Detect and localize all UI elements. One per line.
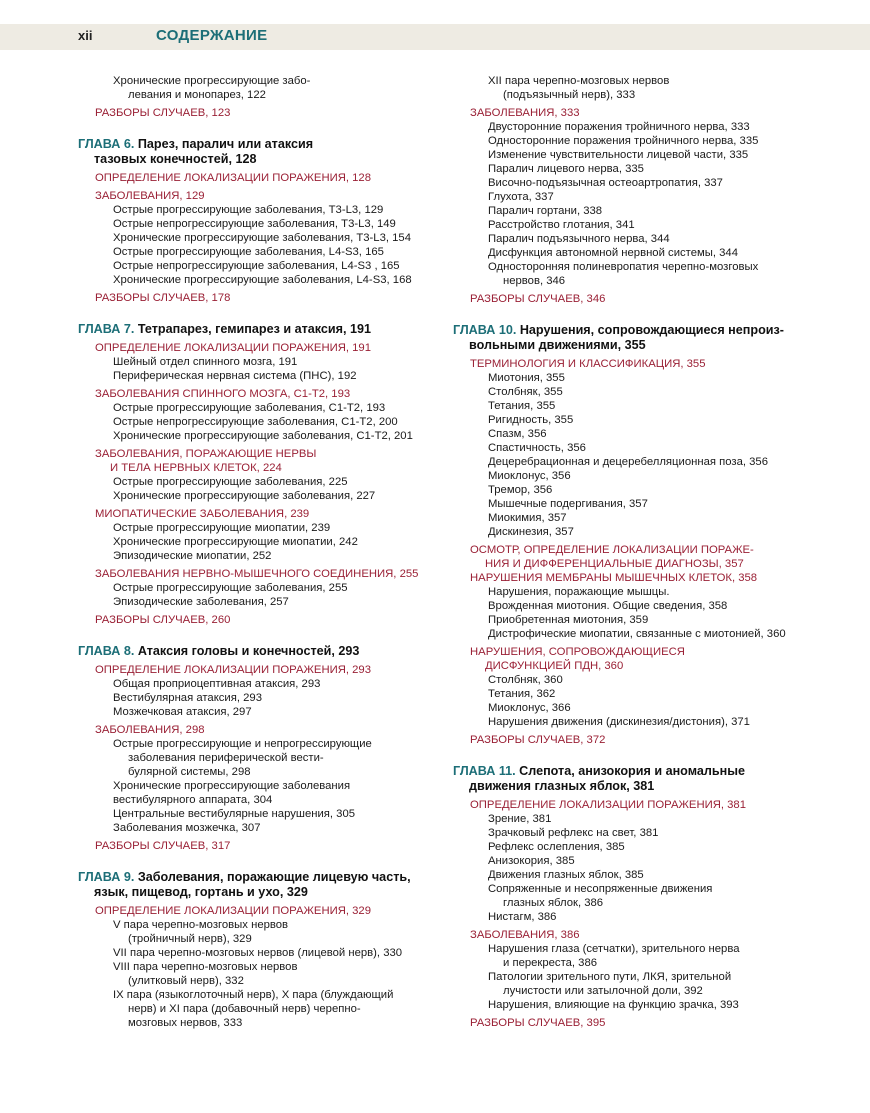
toc-entry: Хронические прогрессирующие заболевания, Т3-L3, 154 (113, 232, 411, 244)
toc-entry: Децеребрационная и децеребелляционная поза, 356 (488, 456, 768, 468)
toc-entry: Паралич гортани, 338 (488, 205, 603, 217)
toc-entry: Заболевания мозжечка, 307 (113, 822, 261, 834)
toc-entry: Дистрофические миопатии, связанные с миотонией, 360 (488, 628, 786, 640)
toc-entry: Острые прогрессирующие и непрогрессирующие (113, 738, 372, 750)
toc-entry: Врожденная миотония. Общие сведения, 358 (488, 600, 728, 612)
chapter-heading (78, 644, 438, 659)
toc-entry: Эпизодические миопатии, 252 (113, 550, 272, 562)
toc-section: ЗАБОЛЕВАНИЯ, ПОРАЖАЮЩИЕ НЕРВЫ (95, 448, 317, 460)
toc-entry: нервов, 346 (503, 275, 566, 287)
toc-entry: Хронические прогрессирующие заболевания, С1-Т2, 201 (113, 430, 413, 442)
chapter-heading-continued: тазовых конечностей, 128 (94, 152, 257, 166)
toc-section: ЗАБОЛЕВАНИЯ, 333 (470, 107, 580, 119)
toc-entry: Хронические прогрессирующие заболевания, 227 (113, 490, 376, 502)
toc-entry: Патологии зрительного пути, ЛКЯ, зрительной (488, 971, 732, 983)
toc-entry: Рефлекс ослепления, 385 (488, 841, 625, 853)
toc-entry: Нарушения, влияющие на функцию зрачка, 393 (488, 999, 739, 1011)
toc-section: МИОПАТИЧЕСКИЕ ЗАБОЛЕВАНИЯ, 239 (95, 508, 310, 520)
toc-section: РАЗБОРЫ СЛУЧАЕВ, 178 (95, 292, 231, 304)
chapter-heading (78, 322, 438, 337)
toc-entry: Хронические прогрессирующие заболевания, L4-S3, 168 (113, 274, 412, 286)
toc-entry: (подъязычный нерв), 333 (503, 89, 636, 101)
toc-entry: Нарушения глаза (сетчатки), зрительного нерва (488, 943, 740, 955)
toc-entry: Вестибулярная атаксия, 293 (113, 692, 262, 704)
toc-section: РАЗБОРЫ СЛУЧАЕВ, 346 (470, 293, 606, 305)
chapter-title: Атаксия головы и конечностей, 293 (134, 644, 360, 658)
toc-entry: Острые прогрессирующие миопатии, 239 (113, 522, 331, 534)
toc-entry: Миокимия, 357 (488, 512, 567, 524)
toc-entry: Височно-подъязычная остеоартропатия, 337 (488, 177, 723, 189)
toc-entry: Односторонние поражения тройничного нерва, 335 (488, 135, 759, 147)
toc-section: ЗАБОЛЕВАНИЯ СПИННОГО МОЗГА, С1-Т2, 193 (95, 388, 351, 400)
toc-section: ДИСФУНКЦИЕЙ ПДН, 360 (485, 660, 624, 672)
toc-entry: Двусторонние поражения тройничного нерва, 333 (488, 121, 750, 133)
toc-column-right (453, 74, 853, 1030)
toc-entry: XII пара черепно-мозговых нервов (488, 75, 670, 87)
toc-entry: вестибулярного аппарата, 304 (113, 794, 273, 806)
toc-entry: Паралич подъязычного нерва, 344 (488, 233, 670, 245)
toc-section: ОСМОТР, ОПРЕДЕЛЕНИЕ ЛОКАЛИЗАЦИИ ПОРАЖЕ- (470, 544, 754, 556)
toc-entry: V пара черепно-мозговых нервов (113, 919, 289, 931)
toc-entry: нерв) и XI пара (добавочный нерв) черепно- (128, 1003, 361, 1015)
chapter-title: Тетрапарез, гемипарез и атаксия, 191 (134, 322, 372, 336)
chapter-heading (78, 870, 438, 885)
toc-entry: Паралич лицевого нерва, 335 (488, 163, 644, 175)
toc-entry: Спастичность, 356 (488, 442, 586, 454)
chapter-label: ГЛАВА 9. (78, 870, 135, 884)
chapter-label: ГЛАВА 11. (453, 764, 516, 778)
toc-section: РАЗБОРЫ СЛУЧАЕВ, 372 (470, 734, 606, 746)
toc-section: ОПРЕДЕЛЕНИЕ ЛОКАЛИЗАЦИИ ПОРАЖЕНИЯ, 329 (95, 905, 372, 917)
toc-entry: Ригидность, 355 (488, 414, 574, 426)
toc-entry: заболевания периферической вести- (128, 752, 324, 764)
toc-entry: VIII пара черепно-мозговых нервов (113, 961, 298, 973)
toc-entry: Приобретенная миотония, 359 (488, 614, 649, 626)
toc-section: ЗАБОЛЕВАНИЯ, 298 (95, 724, 205, 736)
toc-entry: Острые прогрессирующие заболевания, 255 (113, 582, 348, 594)
toc-entry: Миоклонус, 366 (488, 702, 571, 714)
toc-section: НАРУШЕНИЯ, СОПРОВОЖДАЮЩИЕСЯ (470, 646, 685, 658)
toc-entry: (улитковый нерв), 332 (128, 975, 244, 987)
toc-entry: Нистагм, 386 (488, 911, 557, 923)
toc-entry: Расстройство глотания, 341 (488, 219, 635, 231)
toc-entry: Миоклонус, 356 (488, 470, 571, 482)
toc-entry: Шейный отдел спинного мозга, 191 (113, 356, 298, 368)
page-number: xii (78, 28, 93, 43)
toc-entry: Дисфункция автономной нервной системы, 344 (488, 247, 738, 259)
toc-entry: Периферическая нервная система (ПНС), 192 (113, 370, 357, 382)
chapter-heading-continued: вольными движениями, 355 (469, 338, 646, 352)
toc-entry: Острые прогрессирующие заболевания, С1-Т2, 193 (113, 402, 386, 414)
toc-section: ОПРЕДЕЛЕНИЕ ЛОКАЛИЗАЦИИ ПОРАЖЕНИЯ, 128 (95, 172, 372, 184)
toc-entry: левания и монопарез, 122 (128, 89, 266, 101)
chapter-heading (453, 764, 853, 779)
toc-entry: Нарушения, поражающие мышцы. (488, 586, 670, 598)
toc-section: ОПРЕДЕЛЕНИЕ ЛОКАЛИЗАЦИИ ПОРАЖЕНИЯ, 293 (95, 664, 372, 676)
chapter-label: ГЛАВА 8. (78, 644, 135, 658)
toc-entry: булярной системы, 298 (128, 766, 251, 778)
toc-entry: Острые непрогрессирующие заболевания, С1-Т2, 200 (113, 416, 398, 428)
toc-entry: мозговых нервов, 333 (128, 1017, 243, 1029)
toc-entry: Спазм, 356 (488, 428, 547, 440)
toc-section: РАЗБОРЫ СЛУЧАЕВ, 260 (95, 614, 231, 626)
toc-entry: лучистости или затылочной доли, 392 (503, 985, 703, 997)
toc-entry: Центральные вестибулярные нарушения, 305 (113, 808, 356, 820)
toc-section: ЗАБОЛЕВАНИЯ НЕРВНО-МЫШЕЧНОГО СОЕДИНЕНИЯ, 255 (95, 568, 419, 580)
chapter-label: ГЛАВА 10. (453, 323, 517, 337)
toc-section: НИЯ И ДИФФЕРЕНЦИАЛЬНЫЕ ДИАГНОЗЫ, 357 (485, 558, 744, 570)
page-header (0, 24, 870, 50)
chapter-title: Слепота, анизокория и аномальные (515, 764, 745, 778)
toc-entry: Столбняк, 355 (488, 386, 563, 398)
toc-entry: VII пара черепно-мозговых нервов (лицевой нерв), 330 (113, 947, 403, 959)
chapter-heading (453, 323, 853, 338)
toc-entry: (тройничный нерв), 329 (128, 933, 252, 945)
toc-entry: Зрение, 381 (488, 813, 552, 825)
chapter-label: ГЛАВА 7. (78, 322, 135, 336)
chapter-label: ГЛАВА 6. (78, 137, 135, 151)
toc-entry: IX пара (языкоглоточный нерв), X пара (блуждающий (113, 989, 394, 1001)
toc-section: НАРУШЕНИЯ МЕМБРАНЫ МЫШЕЧНЫХ КЛЕТОК, 358 (470, 572, 758, 584)
toc-section: ЗАБОЛЕВАНИЯ, 129 (95, 190, 205, 202)
toc-entry: Зрачковый рефлекс на свет, 381 (488, 827, 659, 839)
toc-entry: Общая проприоцептивная атаксия, 293 (113, 678, 321, 690)
toc-entry: Сопряженные и несопряженные движения (488, 883, 713, 895)
toc-entry: Движения глазных яблок, 385 (488, 869, 644, 881)
toc-entry: Острые непрогрессирующие заболевания, Т3-L3, 149 (113, 218, 396, 230)
toc-entry: Хронические прогрессирующие забо- (113, 75, 311, 87)
chapter-title: Заболевания, поражающие лицевую часть, (134, 870, 411, 884)
toc-entry: Мозжечковая атаксия, 297 (113, 706, 252, 718)
toc-entry: Хронические прогрессирующие миопатии, 242 (113, 536, 358, 548)
toc-entry: Острые прогрессирующие заболевания, 225 (113, 476, 348, 488)
toc-entry: Тремор, 356 (488, 484, 553, 496)
toc-entry: Острые прогрессирующие заболевания, L4-S3, 165 (113, 246, 384, 258)
chapter-heading-continued: движения глазных яблок, 381 (469, 779, 655, 793)
toc-entry: Нарушения движения (дискинезия/дистония), 371 (488, 716, 750, 728)
chapter-title: Нарушения, сопровождающиеся непроиз- (516, 323, 784, 337)
toc-entry: Эпизодические заболевания, 257 (113, 596, 289, 608)
toc-entry: Односторонняя полиневропатия черепно-мозговых (488, 261, 759, 273)
toc-entry: Тетания, 362 (488, 688, 556, 700)
toc-section: ОПРЕДЕЛЕНИЕ ЛОКАЛИЗАЦИИ ПОРАЖЕНИЯ, 381 (470, 799, 747, 811)
toc-section: ЗАБОЛЕВАНИЯ, 386 (470, 929, 580, 941)
toc-entry: Дискинезия, 357 (488, 526, 574, 538)
toc-entry: Тетания, 355 (488, 400, 556, 412)
toc-section: РАЗБОРЫ СЛУЧАЕВ, 317 (95, 840, 231, 852)
toc-entry: Хронические прогрессирующие заболевания (113, 780, 351, 792)
chapter-title: Парез, паралич или атаксия (134, 137, 314, 151)
toc-entry: Мышечные подергивания, 357 (488, 498, 648, 510)
chapter-heading (78, 137, 438, 152)
toc-entry: Глухота, 337 (488, 191, 554, 203)
toc-entry: и перекреста, 386 (503, 957, 598, 969)
toc-section: РАЗБОРЫ СЛУЧАЕВ, 123 (95, 107, 231, 119)
toc-section: И ТЕЛА НЕРВНЫХ КЛЕТОК, 224 (110, 462, 282, 474)
toc-section: ТЕРМИНОЛОГИЯ И КЛАССИФИКАЦИЯ, 355 (470, 358, 706, 370)
toc-entry: Изменение чувствительности лицевой части, 335 (488, 149, 749, 161)
toc-entry: Анизокория, 385 (488, 855, 575, 867)
chapter-heading-continued: язык, пищевод, гортань и ухо, 329 (94, 885, 308, 899)
toc-entry: Острые непрогрессирующие заболевания, L4-S3 , 165 (113, 260, 400, 272)
toc-entry: глазных яблок, 386 (503, 897, 604, 909)
toc-entry: Миотония, 355 (488, 372, 565, 384)
section-title: СОДЕРЖАНИЕ (156, 27, 268, 44)
toc-section: ОПРЕДЕЛЕНИЕ ЛОКАЛИЗАЦИИ ПОРАЖЕНИЯ, 191 (95, 342, 372, 354)
toc-section: РАЗБОРЫ СЛУЧАЕВ, 395 (470, 1017, 606, 1029)
toc-column-left (78, 74, 438, 1030)
toc-entry: Острые прогрессирующие заболевания, Т3-L3, 129 (113, 204, 384, 216)
toc-entry: Столбняк, 360 (488, 674, 563, 686)
